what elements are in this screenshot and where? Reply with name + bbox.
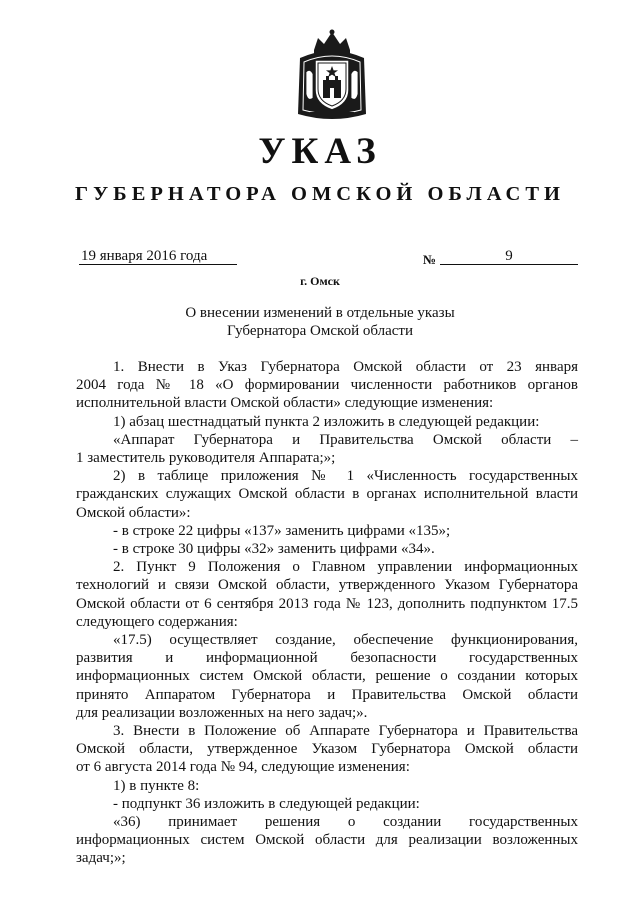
body-line: исполнительной власти Омской области» следующие изменения:	[76, 395, 494, 412]
body-line: «Аппарат Губернатора и Правительства Омской области –	[113, 431, 578, 448]
body-line: - в строке 30 цифры «32» заменить цифрами «34».	[113, 541, 435, 558]
body-line: Омской области, утвержденное Указом Губернатора Омской области	[76, 741, 578, 758]
body-line: задач;»;	[76, 850, 126, 867]
body-line: следующего содержания:	[76, 613, 238, 630]
body-line: от 6 августа 2014 года № 94, следующие изменения:	[76, 759, 410, 776]
body-line: «36) принимает решения о создании государственных	[113, 814, 578, 831]
body-line: принято Аппаратом Губернатора и Правительства Омской области	[76, 686, 578, 703]
body-line: 2004 года № 18 «О формировании численности работников органов	[76, 377, 578, 394]
body-line: гражданских служащих Омской области в органах исполнительной власти	[76, 486, 578, 503]
body-line: 3. Внести в Положение об Аппарате Губернатора и Правительства	[113, 723, 578, 740]
body-line: информационных систем Омской области для реализации возложенных	[76, 832, 578, 849]
body-line: информационных систем Омской области, решение о создании которых	[76, 668, 578, 685]
decree-body	[76, 358, 578, 868]
number-sign: №	[423, 252, 437, 267]
body-line: 2. Пункт 9 Положения о Главном управлении информационных	[113, 559, 578, 576]
decree-city: г. Омск	[300, 274, 340, 288]
decree-number: 9	[440, 248, 578, 265]
body-line: 1) абзац шестнадцатый пункта 2 изложить в следующей редакции:	[113, 413, 540, 430]
decree-issuer: ГУБЕРНАТОРА ОМСКОЙ ОБЛАСТИ	[75, 183, 565, 205]
body-line: развития и информационной безопасности государственных	[76, 650, 578, 667]
body-line: 1. Внести в Указ Губернатора Омской области от 23 января	[113, 359, 578, 375]
body-line: 2) в таблице приложения № 1 «Численность государственных	[113, 468, 578, 485]
body-line: 1 заместитель руководителя Аппарата;»;	[76, 450, 336, 467]
coat-of-arms-icon	[294, 28, 370, 120]
body-line: технологий и связи Омской области, утвержденного Указом Губернатора	[76, 577, 578, 594]
decree-title: УКАЗ	[258, 131, 382, 172]
decree-date: 19 января 2016 года	[79, 248, 237, 265]
decree-heading	[0, 304, 640, 340]
body-line: 1) в пункте 8:	[113, 777, 200, 794]
body-line: - подпункт 36 изложить в следующей редакции:	[113, 795, 420, 812]
body-line: - в строке 22 цифры «137» заменить цифрами «135»;	[113, 522, 451, 539]
body-line: Омской области от 6 сентября 2013 года № 123, дополнить подпунктом 17.5	[76, 595, 578, 612]
body-line: «17.5) осуществляет создание, обеспечение функционирования,	[113, 632, 578, 649]
body-line: Омской области»:	[76, 504, 191, 521]
heading-line: Губернатора Омской области	[227, 323, 413, 339]
body-line: для реализации возложенных на него задач;».	[76, 704, 368, 721]
heading-line: О внесении изменений в отдельные указы	[185, 305, 455, 321]
